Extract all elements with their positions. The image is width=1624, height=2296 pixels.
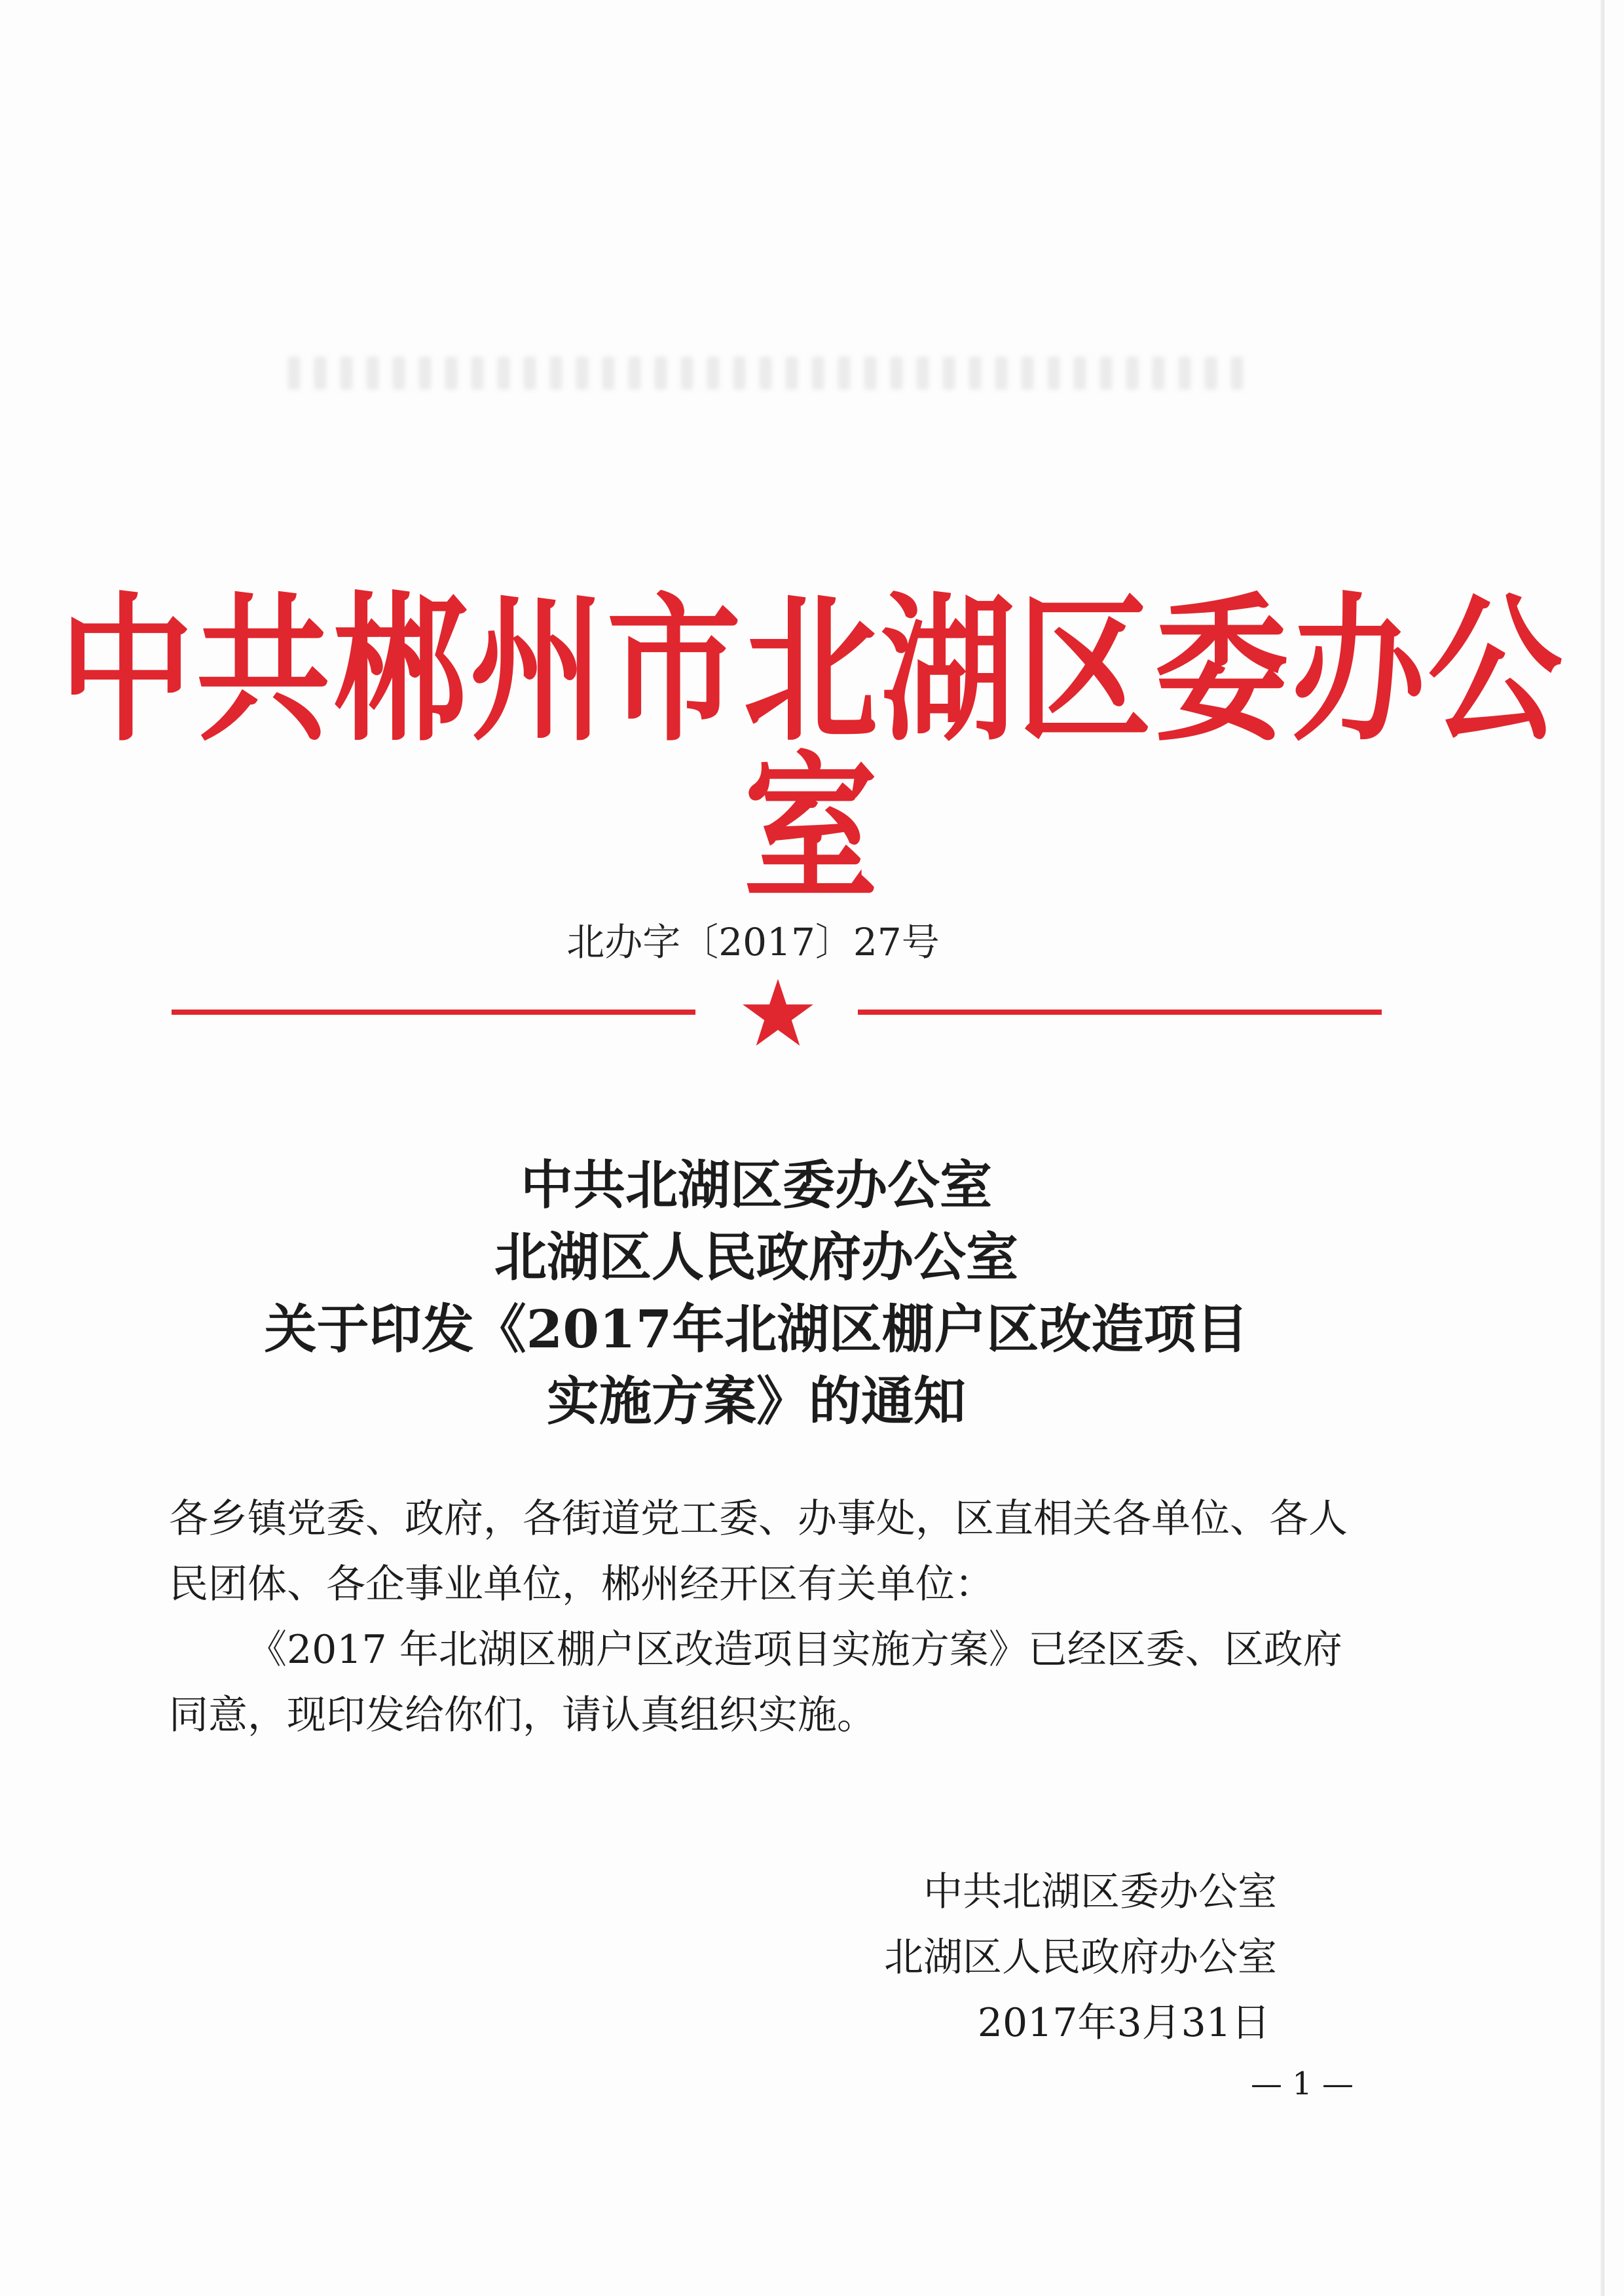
signature-block: [884, 1859, 1277, 2056]
notice-title: [0, 1149, 1513, 1437]
page-number: — 1 —: [1251, 2066, 1354, 2102]
star-icon: [742, 979, 814, 1048]
title-line-4: 实施方案》的通知: [547, 1370, 966, 1432]
issuer-government-office: 北湖区人民政府办公室: [884, 1935, 1277, 1980]
masthead-title: 中共郴州市北湖区委办公室: [59, 579, 1565, 922]
main-paragraph: 《2017 年北湖区棚户区改造项目实施方案》已经区委、区政府同意，现印发给你们，请认真组织实施。: [169, 1627, 1342, 1738]
issuer-party-office: 中共北湖区委办公室: [923, 1869, 1277, 1915]
addressee-paragraph: 各乡镇党委、政府，各街道党工委、办事处，区直相关各单位、各人民团体、各企事业单位，郴州经开区有关单位：: [169, 1496, 1348, 1607]
scan-edge: [1600, 0, 1604, 2296]
issue-date: 2017年3月31日: [977, 2000, 1270, 2046]
title-line-3: 关于印发《2017年北湖区棚户区改造项目: [264, 1298, 1249, 1360]
faint-scan-artifact: [288, 357, 1257, 390]
notice-body: [169, 1486, 1361, 1748]
title-line-1: 中共北湖区委办公室: [521, 1154, 992, 1216]
divider-rule-left: [172, 1010, 695, 1015]
title-line-2: 北湖区人民政府办公室: [494, 1226, 1018, 1288]
document-number: 北办字〔2017〕27号: [566, 920, 940, 964]
divider-rule-right: [858, 1010, 1382, 1015]
